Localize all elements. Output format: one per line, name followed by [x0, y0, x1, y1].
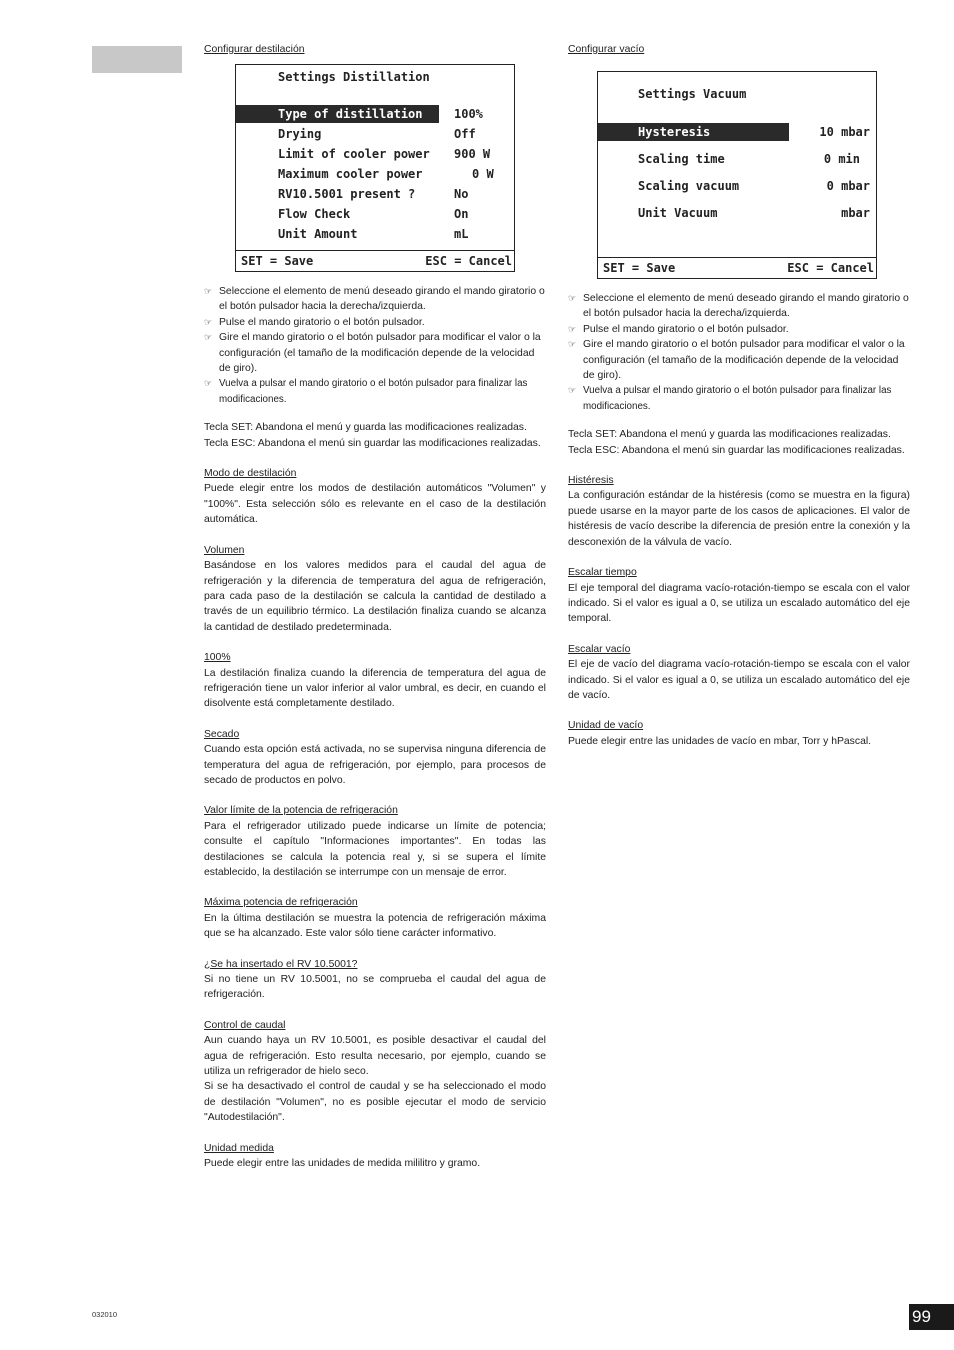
lcd-footer	[236, 250, 514, 271]
section-body: Aun cuando haya un RV 10.5001, es posible desactivar el caudal del agua de refrigeración. Esto resulta necesario, por ejemplo, cuando se utiliza un refrigerador de hielo seco.	[204, 1035, 546, 1078]
lcd-row	[236, 205, 514, 223]
lcd-row-label: RV10.5001 present ?	[278, 187, 416, 201]
lcd-row	[236, 125, 514, 143]
section-modo-destilacion	[204, 466, 546, 528]
key-set-text: Tecla SET: Abandona el menú y guarda las modificaciones realizadas.	[568, 429, 891, 441]
list-item: ☞ Seleccione el elemento de menú deseado girando el mando giratorio o el botón pulsador hacia la derecha/izquierda.	[204, 286, 545, 313]
section-unidad-medida	[204, 1141, 546, 1172]
section-100	[204, 650, 546, 712]
section-body: La destilación finaliza cuando la diferencia de temperatura del agua de refrigeración tiene un valor inferior al valor umbral, es decir, en cuando el disolvente está completamente destilado.	[204, 667, 546, 710]
pointing-hand-icon: ☞	[204, 332, 213, 343]
section-heading: 100%	[204, 652, 231, 664]
list-item: ☞ Pulse el mando giratorio o el botón pulsador.	[568, 322, 910, 337]
lcd-row-label: Type of distillation	[236, 105, 439, 123]
list-item: ☞ Gire el mando giratorio o el botón pulsador para modificar el valor o la configuración (el tamaño de la modificación depende de la velocidad de giro).	[204, 332, 541, 375]
lcd-row-label: Flow Check	[278, 207, 351, 221]
right-caption: Configurar vacío	[568, 44, 645, 55]
section-heading: ¿Se ha insertado el RV 10.5001?	[204, 958, 358, 970]
document-code: 032010	[92, 1310, 118, 1319]
section-heading: Escalar vacío	[568, 643, 631, 655]
lcd-row-value: No	[454, 187, 469, 201]
lcd-row-label: Hysteresis	[598, 123, 789, 141]
list-item: ☞ Vuelva a pulsar el mando giratorio o el botón pulsador para finalizar las modificaciones.	[568, 385, 892, 412]
section-histeresis	[568, 473, 910, 550]
pointing-hand-icon: ☞	[204, 378, 213, 389]
section-escalar-tiempo	[568, 565, 910, 627]
section-heading: Secado	[204, 728, 240, 740]
right-column	[568, 42, 910, 749]
left-caption: Configurar destilación	[204, 44, 305, 55]
lcd-footer-save: SET = Save	[603, 261, 676, 275]
lcd-footer	[598, 257, 876, 278]
lcd-row-value: Off	[454, 127, 476, 141]
section-body: Basándose en los valores medidos para el caudal del agua de refrigeración y la diferencia de temperatura del agua de refrigeración, para cada paso de la destilación se calcula la cantidad de destilado a través de un equilibrio térmico. La destilación finaliza cuando se alcanza la cantidad de destilado predeterminada.	[204, 560, 546, 633]
lcd-row-value: 0 mbar	[826, 179, 870, 193]
pointing-hand-icon: ☞	[568, 385, 577, 396]
lcd-row	[598, 177, 876, 195]
lcd-row-label: Unit Amount	[278, 227, 358, 241]
lcd-row-label: Scaling time	[638, 152, 725, 166]
section-secado	[204, 727, 546, 789]
section-heading: Máxima potencia de refrigeración	[204, 897, 358, 909]
list-item: ☞ Seleccione el elemento de menú deseado girando el mando giratorio o el botón pulsador hacia la derecha/izquierda.	[568, 293, 909, 320]
section-body: Puede elegir entre las unidades de vacío en mbar, Torr y hPascal.	[568, 735, 872, 747]
lcd-settings-vacuum	[597, 71, 877, 279]
lcd-row-label: Maximum cooler power	[278, 167, 423, 181]
pointing-hand-icon: ☞	[204, 316, 213, 327]
lcd-row-value: On	[454, 207, 469, 221]
list-item: ☞ Vuelva a pulsar el mando giratorio o el botón pulsador para finalizar las modificaciones.	[204, 378, 528, 405]
key-descriptions	[204, 420, 546, 451]
section-body: El eje temporal del diagrama vacío-rotación-tiempo se escala con el valor indicado. Si el valor es igual a 0, se utiliza un escalado automático del eje temporal.	[568, 582, 910, 625]
section-heading: Valor límite de la potencia de refrigeración	[204, 805, 398, 817]
section-rv-insertado	[204, 957, 546, 1003]
section-heading: Volumen	[204, 544, 245, 556]
lcd-row	[236, 145, 514, 163]
section-body: Puede elegir entre los modos de destilación automáticos "Volumen" y "100%". Esta selección sólo es relevante en el caso de la destilación automática.	[204, 483, 546, 526]
lcd-row	[598, 123, 876, 141]
section-heading: Unidad de vacío	[568, 720, 644, 732]
section-heading: Unidad medida	[204, 1142, 274, 1154]
section-valor-limite	[204, 803, 546, 880]
section-heading: Histéresis	[568, 475, 614, 487]
section-body: En la última destilación se muestra la potencia de refrigeración máxima que se ha alcanzado. Este valor sólo tiene carácter informativo.	[204, 912, 546, 940]
lcd-footer-save: SET = Save	[241, 254, 314, 268]
pointing-hand-icon: ☞	[568, 293, 577, 303]
lcd-title: Settings Distillation	[278, 70, 430, 84]
section-body: Puede elegir entre las unidades de medida mililitro y gramo.	[204, 1158, 481, 1170]
list-item: ☞ Gire el mando giratorio o el botón pulsador para modificar el valor o la configuración (el tamaño de la modificación depende de la velocidad de giro).	[568, 339, 905, 382]
lcd-footer-cancel: ESC = Cancel	[787, 261, 874, 275]
lcd-row-value: mbar	[841, 206, 870, 220]
section-volumen	[204, 543, 546, 635]
lcd-row-label: Limit of cooler power	[278, 147, 430, 161]
lcd-row	[598, 150, 876, 168]
key-esc-text: Tecla ESC: Abandona el menú sin guardar las modificaciones realizadas.	[204, 437, 541, 449]
section-control-caudal	[204, 1018, 546, 1126]
key-set-text: Tecla SET: Abandona el menú y guarda las modificaciones realizadas.	[204, 422, 527, 434]
lcd-row	[236, 185, 514, 203]
step-list	[568, 291, 910, 414]
section-tab-marker	[92, 46, 182, 73]
lcd-settings-distillation	[235, 64, 515, 272]
section-unidad-vacio	[568, 718, 910, 749]
lcd-title: Settings Vacuum	[638, 87, 747, 101]
section-heading: Modo de destilación	[204, 468, 297, 480]
lcd-row-label: Unit Vacuum	[638, 206, 718, 220]
list-item: ☞ Pulse el mando giratorio o el botón pulsador.	[204, 315, 546, 330]
left-column	[204, 42, 546, 1172]
pointing-hand-icon: ☞	[568, 323, 577, 334]
section-body: Para el refrigerador utilizado puede indicarse un límite de potencia; consulte el capítulo "Informaciones importantes". En todas las destilaciones se calcula la potencia real y, si se supera el límite establecido, la destilación se interrumpe con un mensaje de error.	[204, 820, 546, 878]
lcd-row-value: mL	[454, 227, 469, 241]
key-descriptions	[568, 427, 910, 458]
lcd-row-label: Drying	[278, 127, 322, 141]
lcd-row	[598, 204, 876, 222]
lcd-row-value: 0 W	[472, 167, 494, 181]
lcd-footer-cancel: ESC = Cancel	[425, 254, 512, 268]
section-body: Cuando esta opción está activada, no se supervisa ninguna diferencia de temperatura del agua de refrigeración, por ejemplo, para procesos de secado de productos en polvo.	[204, 744, 546, 786]
section-heading: Control de caudal	[204, 1019, 286, 1031]
section-heading: Escalar tiempo	[568, 567, 637, 579]
step-list	[204, 284, 546, 407]
section-escalar-vacio	[568, 642, 910, 704]
section-body: Si no tiene un RV 10.5001, no se comprueba el caudal del agua de refrigeración.	[204, 974, 546, 1001]
section-body-continued: Si se ha desactivado el control de caudal y se ha seleccionado el modo de destilación "Volumen", no es posible ejecutar el modo de servicio "Autodestilación".	[204, 1081, 546, 1124]
lcd-row-value: 10 mbar	[819, 125, 870, 139]
key-esc-text: Tecla ESC: Abandona el menú sin guardar las modificaciones realizadas.	[568, 444, 905, 456]
section-body: La configuración estándar de la histéresis (como se muestra en la figura) puede usarse en la mayor parte de los casos de aplicaciones. El valor de histéresis de vacío describe la diferencia de presión entre la conexión y la desconexión de la válvula de vacío.	[568, 490, 910, 548]
lcd-row-value: 900 W	[454, 147, 491, 161]
pointing-hand-icon: ☞	[204, 286, 213, 296]
page-number: 99	[909, 1304, 954, 1330]
lcd-row-value: 100%	[454, 107, 483, 121]
lcd-row	[236, 225, 514, 243]
pointing-hand-icon: ☞	[568, 339, 577, 350]
lcd-row	[236, 105, 514, 123]
section-body: El eje de vacío del diagrama vacío-rotación-tiempo se escala con el valor indicado. Si el valor es igual a 0, se utiliza un escalado automático del eje de vacío.	[568, 659, 910, 701]
section-maxima-potencia	[204, 895, 546, 941]
lcd-row	[236, 165, 514, 183]
lcd-row-value: 0 min	[823, 152, 860, 166]
lcd-row-label: Scaling vacuum	[638, 179, 740, 193]
